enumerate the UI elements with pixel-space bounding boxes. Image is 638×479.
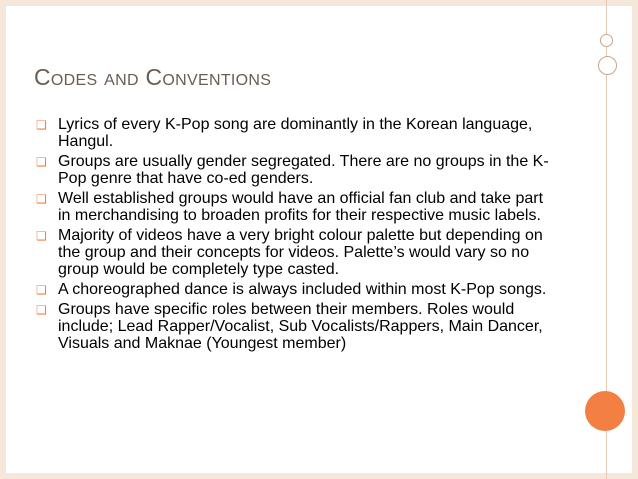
ballot-box-icon: ❑ bbox=[36, 283, 47, 297]
ballot-box-icon: ❑ bbox=[36, 229, 47, 243]
bullet-item bbox=[36, 190, 556, 224]
slide-title: Codes and Conventions bbox=[34, 64, 272, 90]
frame-left-border bbox=[0, 0, 6, 479]
bullet-item bbox=[36, 281, 556, 298]
decorative-small-circle bbox=[600, 34, 613, 47]
ballot-box-icon: ❑ bbox=[36, 118, 47, 132]
frame-right-border bbox=[632, 0, 638, 479]
bullet-text: Lyrics of every K-Pop song are dominantly in the Korean language, Hangul. bbox=[58, 116, 533, 150]
frame-bottom-border bbox=[0, 473, 638, 479]
bullet-item bbox=[36, 227, 556, 278]
bullet-text: Well established groups would have an official fan club and take part in merchandising to broaden profits for their respective music labels. bbox=[58, 190, 544, 224]
bullet-text: Majority of videos have a very bright colour palette but depending on the group and their concepts for videos. Palette’s would vary so no group would be completely type casted. bbox=[58, 227, 543, 278]
bullet-list bbox=[36, 116, 556, 355]
bullet-text: Groups are usually gender segregated. There are no groups in the K-Pop genre that have co-ed genders. bbox=[58, 153, 549, 187]
bullet-item bbox=[36, 301, 556, 352]
bullet-text: Groups have specific roles between their members. Roles would include; Lead Rapper/Vocalist, Sub Vocalists/Rappers, Main Dancer, Visuals and Maknae (Youngest member) bbox=[58, 301, 543, 352]
decorative-orange-circle bbox=[585, 391, 625, 431]
ballot-box-icon: ❑ bbox=[36, 303, 47, 317]
bullet-item bbox=[36, 153, 556, 187]
decorative-medium-circle bbox=[598, 56, 617, 75]
ballot-box-icon: ❑ bbox=[36, 192, 47, 206]
frame-top-border bbox=[0, 0, 638, 6]
bullet-text: A choreographed dance is always included within most K-Pop songs. bbox=[58, 281, 547, 298]
ballot-box-icon: ❑ bbox=[36, 155, 47, 169]
bullet-item bbox=[36, 116, 556, 150]
